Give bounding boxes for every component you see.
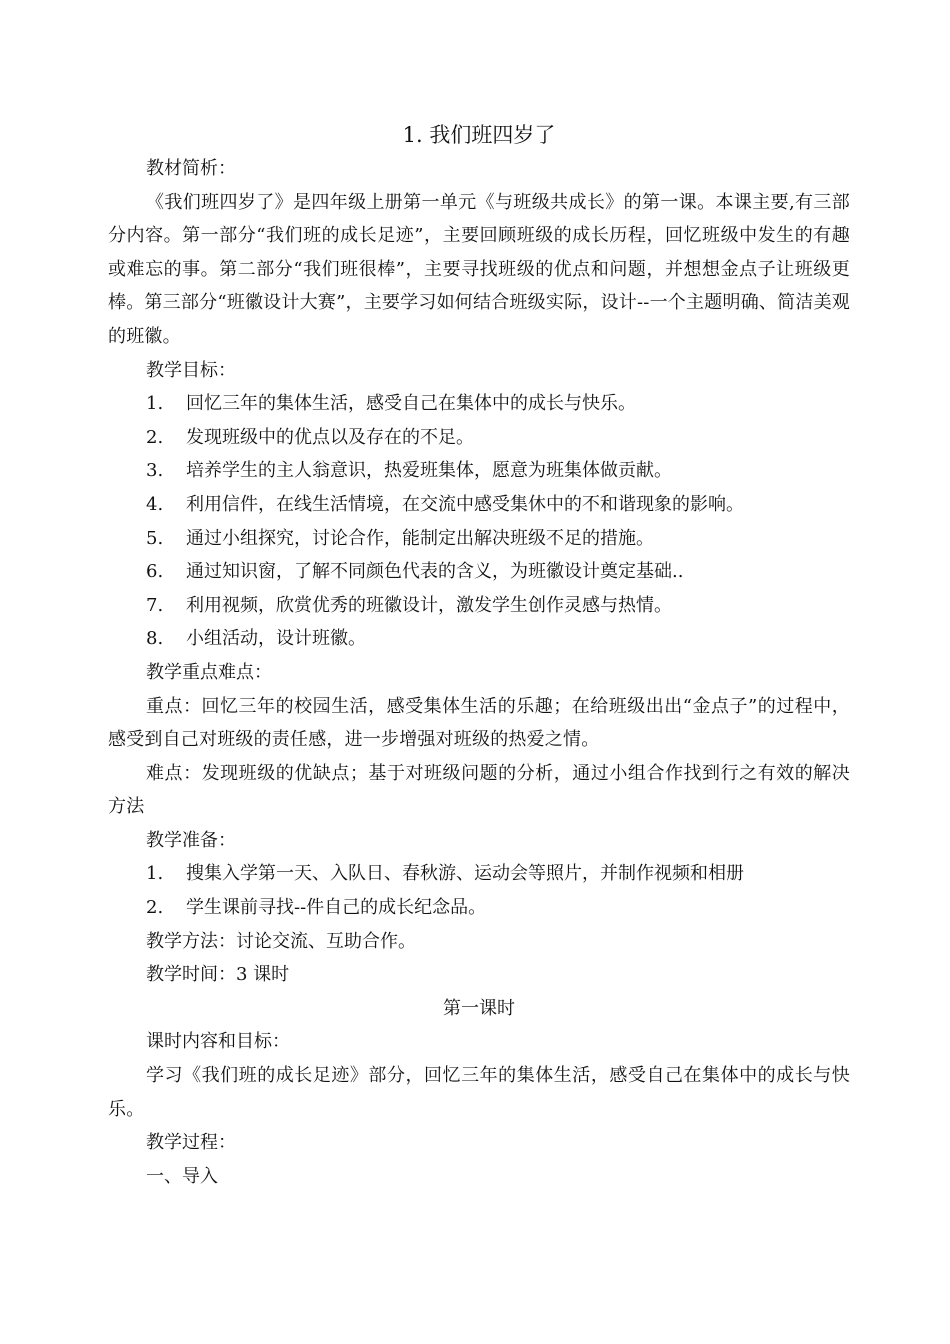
goal-item [108, 555, 850, 589]
goal-item [108, 589, 850, 623]
preparation-item [108, 891, 850, 925]
goal-number: 5. [146, 527, 164, 549]
document-title: 1. 我们班四岁了 [402, 123, 556, 147]
preparation-item [108, 857, 850, 891]
process-step-intro: 一、导入 [146, 1165, 218, 1187]
teaching-method: 教学方法：讨论交流、互助合作。 [146, 930, 416, 952]
material-heading: 教材简析： [146, 158, 236, 179]
goal-item [108, 387, 850, 421]
goal-text: 回忆三年的集体生活，感受自己在集体中的成长与快乐。 [186, 393, 636, 415]
goal-item [108, 488, 850, 522]
key-points-heading: 教学重点难点： [146, 661, 272, 683]
difficult-point-paragraph: 难点：发现班级的优缺点；基于对班级问题的分析，通过小组合作找到行之有效的解决方法 [108, 762, 850, 818]
preparation-list [108, 857, 850, 924]
goal-text: 通过小组探究，讨论合作，能制定出解决班级不足的措施。 [186, 527, 654, 549]
goal-item [108, 622, 850, 656]
goal-number: 2. [146, 426, 164, 448]
goal-text: 发现班级中的优点以及存在的不足。 [186, 426, 474, 448]
preparation-text: 搜集入学第一天、入队日、春秋游、运动会等照片，并制作视频和相册 [186, 863, 744, 885]
preparation-number: 1. [146, 863, 164, 885]
lesson-content-paragraph: 学习《我们班的成长足迹》部分，回忆三年的集体生活，感受自己在集体中的成长与快乐。 [108, 1065, 850, 1120]
preparation-heading: 教学准备： [146, 829, 236, 851]
goal-text: 通过知识窗，了解不同颜色代表的含义，为班徽设计奠定基础.. [186, 561, 684, 583]
key-point-paragraph: 重点：回忆三年的校园生活，感受集体生活的乐趣；在给班级出出“金点子”的过程中，感受到自己对班级的责任感，进一步增强对班级的热爱之情。 [108, 695, 850, 751]
goals-heading: 教学目标： [146, 359, 236, 381]
goal-item [108, 421, 850, 455]
goal-text: 利用视频，欣赏优秀的班徽设计，激发学生创作灵感与热情。 [186, 594, 672, 616]
teaching-time: 教学时间：3 课时 [146, 964, 290, 986]
lesson-one-heading: 第一课时 [443, 997, 515, 1019]
goal-number: 3. [146, 460, 164, 482]
goal-item [108, 522, 850, 556]
goal-text: 利用信件，在线生活情境，在交流中感受集休中的不和谐现象的影响。 [186, 493, 744, 515]
process-heading: 教学过程： [146, 1132, 236, 1154]
preparation-number: 2. [146, 897, 164, 919]
goal-number: 4. [146, 493, 164, 515]
material-paragraph: 《我们班四岁了》是四年级上册第一单元《与班级共成长》的第一课。本课主要,有三部分内容。第一部分“我们班的成长足迹”，主要回顾班级的成长历程，回忆班级中发生的有趣或难忘的事。第二部分“我们班很棒”，主要寻找班级的优点和问题，并想想金点子让班级更棒。第三部分“班徽设计大赛”，主要学习如何结合班级实际，设计--一个主题明确、简洁美观的班徽。 [108, 191, 850, 347]
preparation-text: 学生课前寻找--件自己的成长纪念品。 [186, 897, 487, 919]
goals-list [108, 387, 850, 656]
goal-item [108, 454, 850, 488]
goal-number: 6. [146, 561, 164, 583]
goal-number: 8. [146, 628, 164, 650]
document-body [108, 118, 850, 1193]
goal-text: 小组活动，设计班徽。 [186, 628, 366, 650]
goal-text: 培养学生的主人翁意识，热爱班集体，愿意为班集体做贡献。 [186, 460, 672, 482]
goal-number: 7. [146, 594, 164, 616]
lesson-content-heading: 课时内容和目标： [146, 1031, 290, 1053]
goal-number: 1. [146, 393, 164, 415]
